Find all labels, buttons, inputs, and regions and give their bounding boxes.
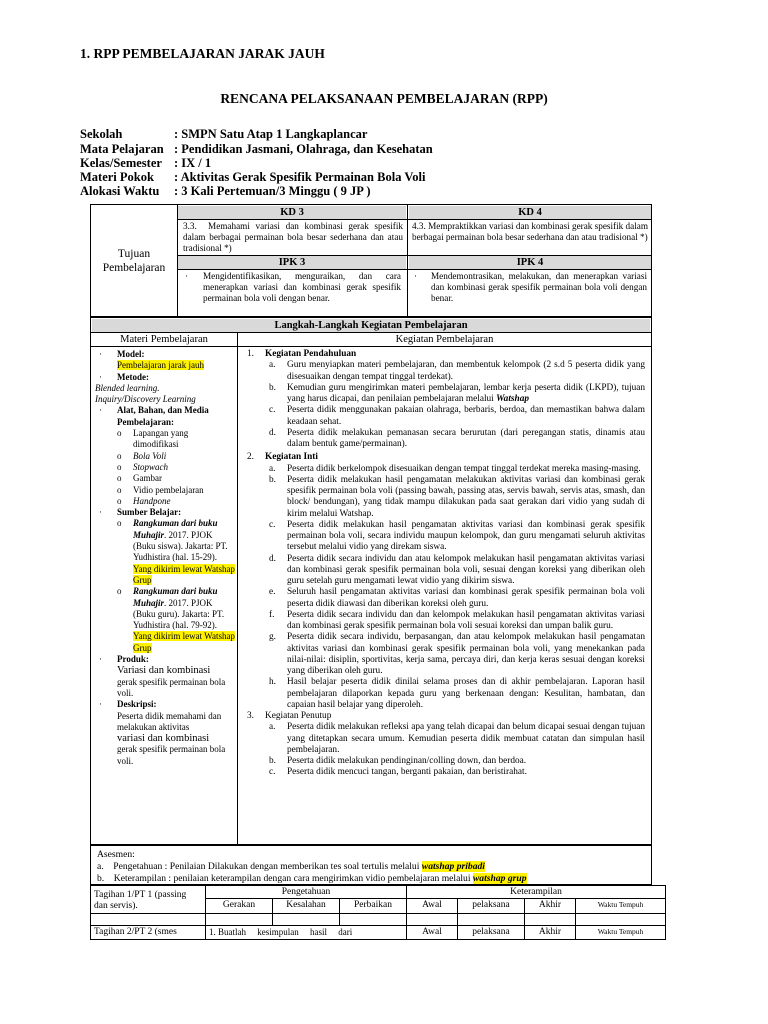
col-awal: Awal: [407, 899, 458, 914]
materi-header: Materi Pembelajaran: [120, 334, 208, 345]
col-waktu-tempuh: Waktu Tempuh: [576, 899, 666, 914]
col-kesalahan: Kesalahan: [273, 899, 340, 914]
ipk4-header: IPK 4: [409, 256, 651, 269]
row2-akhir: Akhir: [525, 926, 576, 940]
row2-awal: Awal: [407, 926, 458, 940]
tujuan-label: Tujuan Pembelajaran: [102, 248, 166, 274]
document-title: RENCANA PELAKSANAAN PEMBELAJARAN (RPP): [220, 91, 548, 106]
tagihan-table: [90, 885, 666, 940]
section-heading: 1. RPP PEMBELAJARAN JARAK JAUH: [80, 46, 325, 61]
materi-column: · Model: Pembelajaran jarak jauh · Metode: Blended learning. Inquiry/Discovery Learning · Alat, Bahan, dan Media Pembelajaran: o Lapangan yang dimodifikasi o Bola Voli o Stopwach o Gambar o Vidio pembelajaran o Handpone · Sumber Belajar: o Rangkuman dari buku Muhajir. 2017. PJOK (Buku siswa). Jakarta: PT. Yudhistira (hal. 15-29). Yang dikirim lewat Watshap Grup o Rangkuman dari buku Muhajir. 2017. PJOK (Buku guru). Jakarta: PT. Yudhistira (hal. 79-92). Yang dikirim lewat Watshap Grup · Produk: Variasi dan kombinasi gerak spesifik permainan bola voli. · Deskripsi: Peserta didik memahami dan melakukan aktivitas variasi dan kombinasi gerak spesifik permainan bola voli.: [95, 349, 235, 766]
kd4-text: 4.3. Mempraktikkan variasi dan kombinasi gerak spesifik dalam berbagai permainan bola besar sederhana dan atau tradisional *): [412, 221, 649, 243]
kd3-text: 3.3. Memahami variasi dan kombinasi gerak spesifik dalam berbagai permainan bola besar sederhana dan atau tradisional *): [183, 221, 403, 254]
ipk4-text: Mendemontrasikan, melakukan, dan menerapkan variasi dan kombinasi gerak spesifik permainan bola voli dengan benar.: [431, 271, 647, 304]
col-akhir: Akhir: [525, 899, 576, 914]
identity-row: Kelas/Semester : IX / 1: [80, 156, 212, 170]
col-gerakan: Gerakan: [206, 899, 273, 914]
langkah-table: [90, 317, 652, 845]
col-perbaikan: Perbaikan: [340, 899, 407, 914]
identity-row: Sekolah : SMPN Satu Atap 1 Langkaplancar: [80, 127, 368, 141]
row2-waktu-tempuh: Waktu Tempuh: [576, 926, 666, 940]
identity-row: Mata Pelajaran : Pendidikan Jasmani, Olahraga, dan Kesehatan: [80, 142, 433, 156]
asesmen-title: Asesmen:: [97, 849, 135, 860]
ipk3-header: IPK 3: [178, 256, 406, 269]
tujuan-table: Tujuan Pembelajaran KD 3 KD 4 3.3. Memahami variasi dan kombinasi gerak spesifik dalam berbagai permainan bola besar sederhana dan atau tradisional *) 4.3. Mempraktikkan variasi dan kombinasi gerak spesifik dalam berbagai permainan bola besar sederhana dan atau tradisional *) IPK 3 IPK 4 · Mengidentifikasikan, menguraikan, dan cara menerapkan variasi dan kombinasi gerak spesifik permainan bola voli dengan benar. · Mendemontrasikan, melakukan, dan menerapkan variasi dan kombinasi gerak spesifik permainan bola voli dengan benar.: [90, 204, 652, 317]
pengetahuan-header: Pengetahuan: [206, 886, 407, 899]
kd3-header: KD 3: [178, 206, 406, 219]
col-pelaksana: pelaksana: [458, 899, 525, 914]
asesmen-a: a. Pengetahuan : Penilaian Dilakukan dengan memberikan tes soal tertulis melalui watshap pribadi: [97, 861, 485, 872]
tagihan-2-text: 1. Buatlah kesimpulan hasil dari: [206, 926, 407, 940]
asesmen-box: [90, 845, 652, 885]
ipk3-text: Mengidentifikasikan, menguraikan, dan cara menerapkan variasi dan kombinasi gerak spesifik permainan bola voli dengan benar.: [203, 271, 401, 304]
tagihan-2-label: Tagihan 2/PT 2 (smes: [91, 926, 206, 940]
tagihan-1-label: Tagihan 1/PT 1 (passing dan servis).: [91, 886, 206, 914]
row2-pelaksana: pelaksana: [458, 926, 525, 940]
kd4-header: KD 4: [409, 206, 651, 219]
kegiatan-header: Kegiatan Pembelajaran: [395, 334, 494, 345]
keterampilan-header: Keterampilan: [407, 886, 666, 899]
kegiatan-column: 1. Kegiatan Pendahuluan a. Guru menyiapkan materi pembelajaran, dan membentuk kelompok (2 s.d 5 peserta didik yang disesuaikan dengan tempat tinggal terdekat). b. Kemudian guru mengirimkan materi pembelajaran, lembar kerja peserta didik (LKPD), tujuan yang harus dicapai, dan penilaian pembelajaran melalui Watshap c. Peserta didik menggunakan pakaian olahraga, berbaris, berdoa, dan memastikan bahwa dalam keadaan sehat. d. Peserta didik melakukan pemanasan secara berurutan (dari peregangan statis, dinamis atau dalam bentuk game/permainan). 2. Kegiatan Inti a. Peserta didik berkelompok disesuaikan dengan tempat tinggal terdekat mereka masing-masing. b. Peserta didik melakukan hasil pengamatan melakukan aktivitas variasi dan kombinasi gerak spesifik permainan bola voli (passing bawah, passing atas, servis bawah, servis atas, smash, dan block/ bendungan), yang tidak mampu dilakukan pada saat gerakan dari vidio yang sudah di kirim melalui Watshap. c. Peserta didik melakukan hasil pengamatan aktivitas variasi dan kombinasi gerak spesifik permainan bola voli, secara individu maupun kelompok, dan guru mengamati seluruh aktivitas tersebut melalui vidio yang direkam siswa. d. Peserta didik secara individu dan atau kelompok melakukan hasil pengamatan aktivitas variasi dan kombinasi gerak spesifik permainan bola voli, sesuai dengan koreksi yang diberikan oleh guru setelah guru mengamati lewat vidio yang dikirim siswa. e. Seluruh hasil pengamatan aktivitas variasi dan kombinasi gerak spesifik permainan bola voli peserta didik diawasi dan diberikan koreksi oleh guru. f. Peserta didik secara individu dan dan kelompok melakukan hasil pengamatan aktivitas variasi dan kombinasi gerak spesifik permainan bola voli sesuai koreksi dan umpan balik guru. g. Peserta didik secara individu, berpasangan, dan atau kelompok melakukan hasil pengamatan aktivitas variasi dan kombinasi gerak spesifik permainan bola voli, yang menekankan pada nilai-nilai: disiplin, sportivitas, kerja sama, percaya diri, dan kerja keras sesuai dengan koreksi yang diberikan oleh guru. h. Hasil belajar peserta didik dinilai selama proses dan di akhir pembelajaran. Laporan hasil pembelajaran dilaporkan kepada guru yang berkenaan dengan: Kesulitan, hambatan, dan capaian hasil belajar yang diperoleh. 3. Kegiatan Penutup a. Peserta didik melakukan refleksi apa yang telah dicapai dan belum dicapai sesuai dengan tujuan yang ditetapkan secara umum. Kemudian peserta didik membuat catatan dan simpulan hasil pembelajaran. b. Peserta didik melakukan pendinginan/colling down, dan berdoa. c. Peserta didik mencuci tangan, berganti pakaian, dan beristirahat.: [247, 349, 645, 778]
langkah-header: Langkah-Langkah Kegiatan Pembelajaran: [92, 319, 650, 332]
identity-row: Materi Pokok : Aktivitas Gerak Spesifik Permainan Bola Voli: [80, 170, 426, 184]
asesmen-b: b. Keterampilan : penilaian keterampilan dengan cara mengirimkan vidio pembelajaran melalui watshap grup: [97, 873, 527, 884]
identity-row: Alokasi Waktu : 3 Kali Pertemuan/3 Minggu ( 9 JP ): [80, 184, 371, 198]
